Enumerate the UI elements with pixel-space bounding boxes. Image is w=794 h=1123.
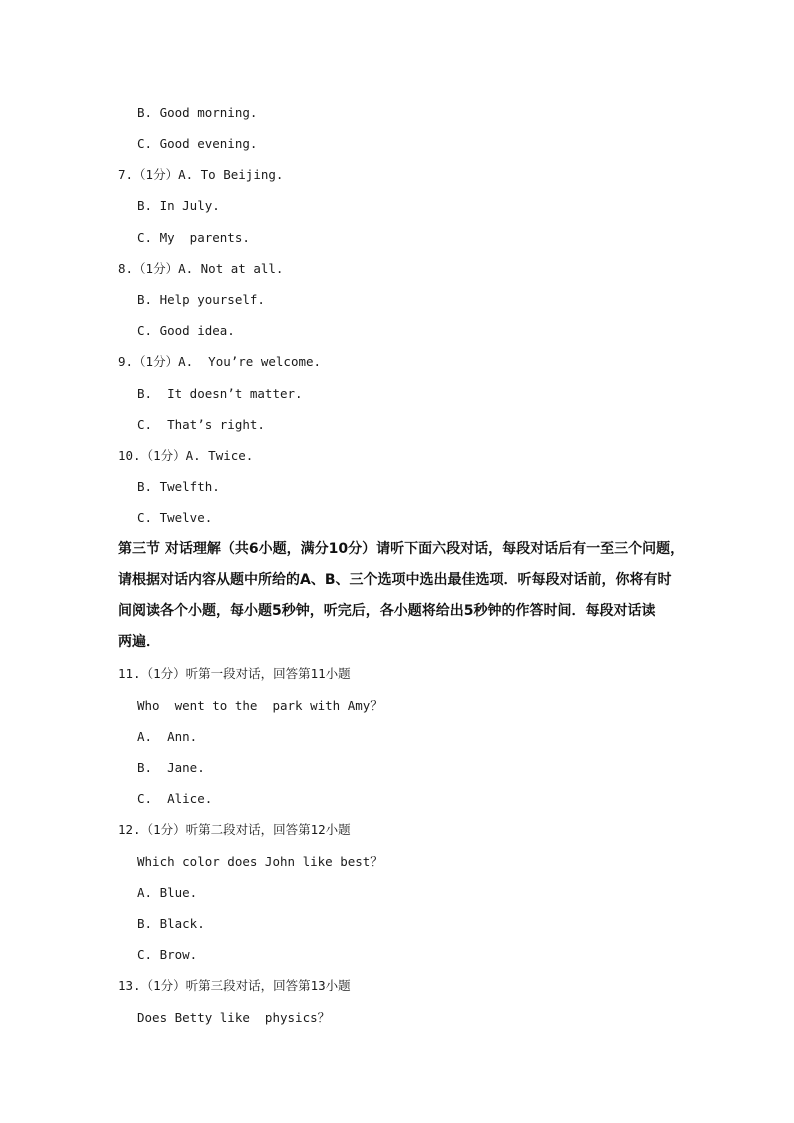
- q8-option-c: C. Good idea.: [137, 323, 235, 338]
- q11-option-c: C. Alice.: [137, 791, 213, 806]
- q6-option-b: B. Good morning.: [137, 105, 258, 120]
- section-3-line-3: 间阅读各个小题，每小题5秒钟，听完后，各小题将给出5秒钟的作答时间．每段对话读: [118, 603, 656, 619]
- q9-option-b: B. It doesn’t matter.: [137, 386, 303, 401]
- section-3-line-4: 两遍．: [118, 634, 160, 650]
- q12-question: Which color does John like best？: [137, 854, 383, 869]
- section-3-line-1: 第三节 对话理解（共6小题，满分10分）请听下面六段对话，每段对话后有一至三个问题，: [118, 541, 685, 557]
- section-3-line-2: 请根据对话内容从题中所给的A、B、三个选项中选出最佳选项．听每段对话前，你将有时: [118, 572, 672, 588]
- q11-option-b: B. Jane.: [137, 760, 205, 775]
- q8-option-b: B. Help yourself.: [137, 292, 265, 307]
- q8-stem: 8.（1分）A. Not at all.: [118, 261, 284, 276]
- q10-option-c: C. Twelve.: [137, 510, 213, 525]
- section-3-instructions: [118, 534, 688, 658]
- q12-option-a: A. Blue.: [137, 885, 198, 900]
- q10-stem: 10.（1分）A. Twice.: [118, 448, 254, 463]
- q13-stem: 13.（1分）听第三段对话，回答第13小题: [118, 978, 351, 993]
- q10-option-b: B. Twelfth.: [137, 479, 220, 494]
- q11-question: Who went to the park with Amy？: [137, 698, 383, 713]
- q12-stem: 12.（1分）听第二段对话，回答第12小题: [118, 822, 351, 837]
- q7-option-b: B. In July.: [137, 198, 220, 213]
- q11-option-a: A. Ann.: [137, 729, 198, 744]
- q11-stem: 11.（1分）听第一段对话，回答第11小题: [118, 666, 351, 681]
- q12-option-c: C. Brow.: [137, 947, 198, 962]
- q12-option-b: B. Black.: [137, 916, 205, 931]
- q7-option-c: C. My parents.: [137, 230, 250, 245]
- q13-question: Does Betty like physics？: [137, 1010, 331, 1025]
- q9-stem: 9.（1分）A. You’re welcome.: [118, 354, 322, 369]
- q7-stem: 7.（1分）A. To Beijing.: [118, 167, 284, 182]
- q6-option-c: C. Good evening.: [137, 136, 258, 151]
- q9-option-c: C. That’s right.: [137, 417, 265, 432]
